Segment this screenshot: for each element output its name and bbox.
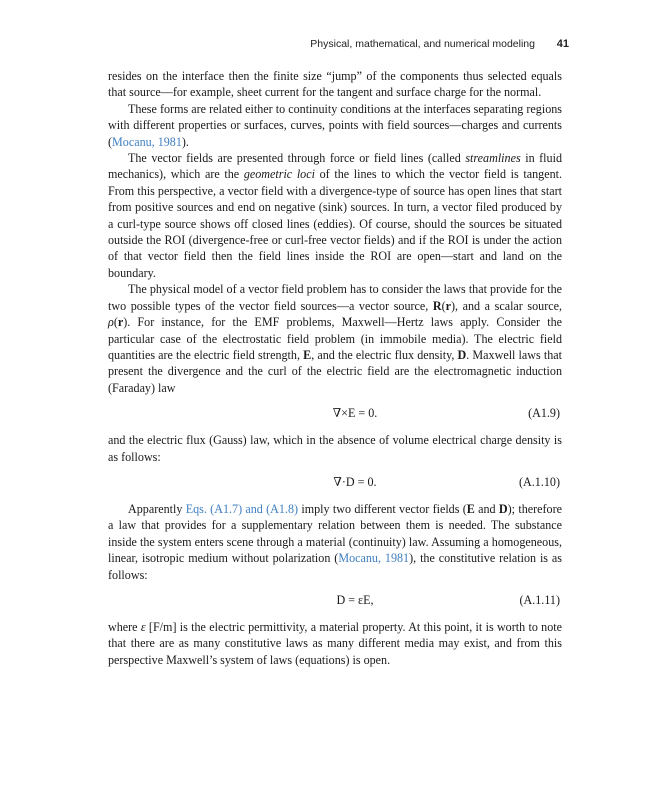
term-streamlines: streamlines xyxy=(465,151,521,166)
p4-text-b: ( xyxy=(441,298,446,313)
term-geometric-loci: geometric loci xyxy=(243,167,315,182)
page-number: 41 xyxy=(556,38,569,50)
p4-text-e: ). For instance, for the EMF problems, Maxwell—Hertz laws apply. Consider the particular case of the electrostatic field problem (in immobile media). The electric field quantities are the electric field strength, xyxy=(108,315,562,362)
running-head-title: Physical, mathematical, and numerical modeling xyxy=(310,38,535,50)
equation-a1-11 xyxy=(108,592,562,608)
running-head xyxy=(108,38,569,54)
paragraph-3 xyxy=(108,150,562,281)
paragraph-4 xyxy=(108,281,562,396)
p4-text-g: . Maxwell laws that present the divergence and the curl of the electric field are the electromagnetic induction (Faraday) law xyxy=(108,347,562,395)
p2-text-a: These forms are related either to continuity conditions at the interfaces separating regions with different properties or surfaces, curves, points with field sources—charges and currents ( xyxy=(108,101,562,149)
paragraph-1: resides on the interface then the finite size “jump” of the components thus selected equals that source—for example, sheet current for the tangent and surface charge for the normal. xyxy=(108,69,562,100)
equation-a1-10-body: ∇·D = 0. xyxy=(333,474,377,489)
p6-text-e: ), the constitutive relation is as follows: xyxy=(108,551,563,582)
symbol-R: R xyxy=(432,298,442,313)
body-text xyxy=(108,68,562,668)
p3-text-c: of the lines to which the vector field is tangent. From this perspective, a vector field with a divergence-type of source has open lines that start from positive sources and end on negative (sink) sources. In turn, a vector filed produced by a curl-type source shows off closed lines (eddies). Of course, should the sources be situated outside the ROI (divergence-free or curl-free vector fields) and if the ROI is under the action of that vector field then the field lines inside the ROI are open—start and land on the boundary. xyxy=(108,167,563,280)
equation-a1-9-body: ∇×E = 0. xyxy=(332,406,378,421)
p3-text-b: in fluid mechanics), which are the xyxy=(108,151,562,182)
citation-eqs-a1-7-a1-8[interactable]: Eqs. (A1.7) and (A1.8) xyxy=(185,501,299,516)
symbol-E: E xyxy=(303,347,312,362)
symbol-E-2: E xyxy=(466,501,475,516)
paragraph-6 xyxy=(108,501,562,583)
equation-a1-9-number: (A1.9) xyxy=(528,406,560,421)
p7-text-b: [F/m] is the electric permittivity, a material property. At this point, it is worth to note that there are as many constitutive laws as many different media may exist, and from this perspective Maxwell’s system of laws (equations) is open. xyxy=(108,619,562,667)
paragraph-5: and the electric flux (Gauss) law, which in the absence of volume electrical charge density is as follows: xyxy=(108,433,562,464)
p4-text-d: ( xyxy=(113,315,118,330)
p6-text-b: imply two different vector fields ( xyxy=(298,501,467,516)
p6-text-d: ); therefore a law that provides for a supplementary relation between them is needed. The substance inside the system enters scene through a material (continuity) law. Assuming a homogeneous, linear, isotropic medium without polarization ( xyxy=(108,501,562,566)
symbol-D: D xyxy=(457,347,467,362)
symbol-rho: ρ xyxy=(108,315,114,330)
equation-a1-11-body: D = εE, xyxy=(336,592,374,607)
symbol-r: r xyxy=(445,298,452,313)
symbol-r-2: r xyxy=(117,315,124,330)
citation-mocanu-1981-2[interactable]: Mocanu, 1981 xyxy=(338,551,410,566)
symbol-D-2: D xyxy=(498,501,508,516)
citation-mocanu-1981[interactable]: Mocanu, 1981 xyxy=(112,134,182,149)
equation-a1-9 xyxy=(108,405,562,421)
p7-text-a: where xyxy=(108,619,141,634)
equation-a1-10 xyxy=(108,474,562,490)
p4-text-a: The physical model of a vector field problem has to consider the laws that provide for the two possible types of the vector field sources—a vector source, xyxy=(108,282,562,313)
paragraph-2 xyxy=(108,101,562,150)
equation-a1-10-number: (A.1.10) xyxy=(519,474,560,489)
p6-text-c: and xyxy=(474,501,499,516)
paragraph-7 xyxy=(108,619,562,668)
symbol-epsilon: ε xyxy=(140,619,146,634)
equation-a1-11-number: (A.1.11) xyxy=(519,592,560,607)
p4-text-f: , and the electric flux density, xyxy=(311,347,458,362)
p3-text-a: The vector fields are presented through force or field lines (called xyxy=(128,151,466,166)
p2-text-b: ). xyxy=(181,134,189,149)
p4-text-c: ), and a scalar source, xyxy=(451,298,562,313)
p6-text-a: Apparently xyxy=(128,501,186,516)
